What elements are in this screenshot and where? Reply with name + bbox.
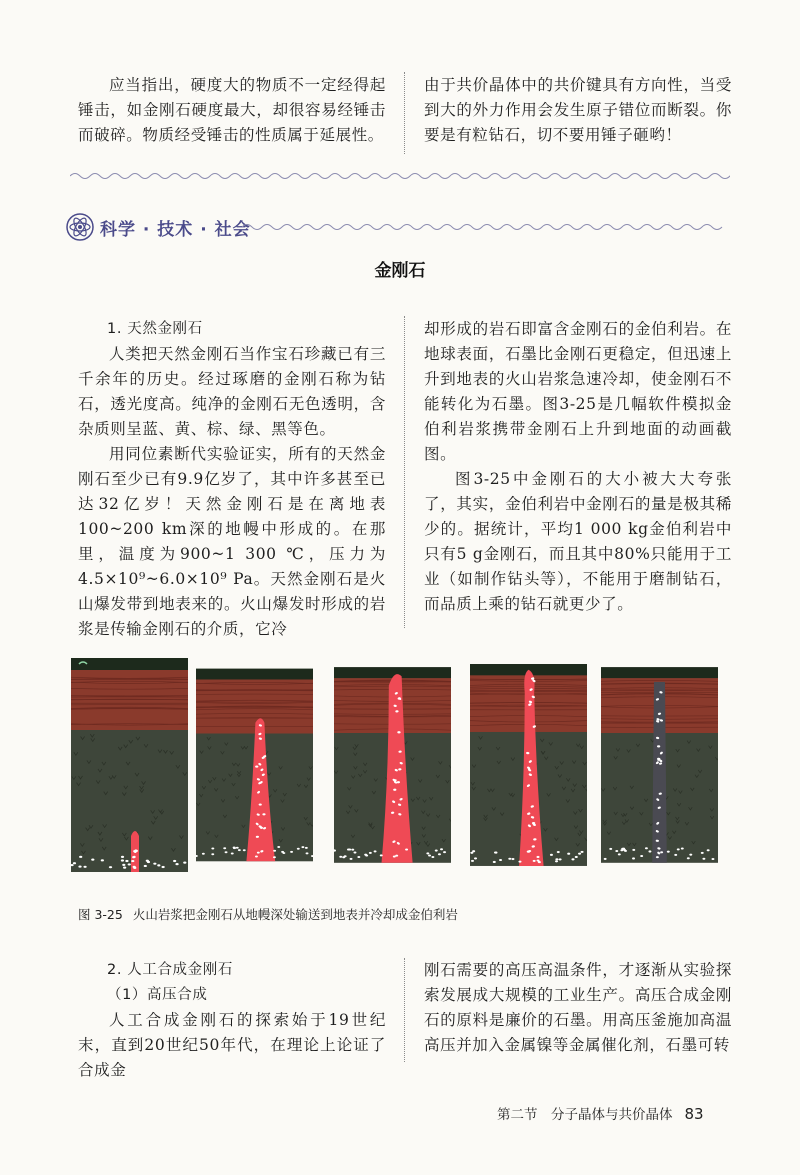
diamond-speck [144,865,147,867]
diamond-speck [281,851,284,853]
top-left-paragraph: 应当指出，硬度大的物质不一定经得起锤击，如金刚石硬度最大，却很容易经锤击而破碎。物质经受锤击的性质属于延展性。 [78,76,386,144]
kimberlite-pipe [652,682,667,863]
diamond-speck [712,858,715,860]
figure-caption-text: 火山岩浆把金刚石从地幔深处输送到地表并冷却成金伯利岩 [132,907,458,922]
diamond-speck [557,851,560,853]
diamond-speck [405,848,408,850]
diamond-speck [374,850,377,852]
diamond-speck [73,862,76,864]
diamond-speck [125,860,128,862]
diamond-speck [162,866,165,868]
column-divider [404,316,405,628]
diamond-speck [426,852,429,854]
diamond-speck [609,848,612,850]
diamond-speck [369,852,372,854]
diamond-speck [674,854,677,856]
diamond-speck [393,856,396,858]
diamond-speck [233,847,236,849]
diamond-speck [290,851,293,853]
diamond-speck [620,849,623,851]
diamond-speck [493,861,496,863]
section-banner [66,209,251,245]
diamond-speck [681,847,684,849]
wavy-divider [70,170,730,182]
diamond-speck [273,850,276,852]
diamond-speck [380,854,383,856]
figure-caption [78,905,458,923]
diamond-speck [518,861,521,863]
section2-left-paragraph: 人工合成金刚石的探索始于19世纪末，直到20世纪50年代，在理论上论证了合成金 [78,1011,386,1079]
diamond-speck [702,858,705,860]
diamond-speck [656,856,659,858]
diamond-speck [443,851,446,853]
column-divider [404,958,405,1062]
diamond-speck [273,856,276,858]
diamond-speck [431,856,434,858]
article-title: 金刚石 [374,261,426,281]
diamond-speck [474,857,477,859]
diamond-speck [231,853,234,855]
diamond-speck [297,848,300,850]
diamond-speck [581,851,584,853]
diamond-speck [537,859,540,861]
diamond-speck [435,850,438,852]
article-right-column [424,317,732,617]
diamond-speck [687,857,690,859]
diamond-speck [632,849,635,851]
diamond-speck [555,860,558,862]
figure-panel-3 [334,658,451,872]
figure-panel-2 [196,658,313,872]
diamond-speck [83,866,86,868]
diamond-speck [101,859,104,861]
diamond-speck [256,836,259,838]
banner-label: 科学 · 技术 · 社会 [100,219,251,240]
diamond-speck [567,853,570,855]
diamond-speck [121,859,124,861]
top-right-paragraph: 由于共价晶体中的共价键具有方向性，当受到大的外力作用会发生原子错位而断裂。你要是有粒钻石，切不要用锤子砸哟！ [424,76,732,144]
diamond-speck [604,858,607,860]
diamond-speck [623,849,626,851]
article-right-p1: 却形成的岩石即富含金刚石的金伯利岩。在地球表面，石墨比金刚石更稳定，但迅速上升到地表的火山岩浆急速冷却，使金刚石不能转化为石墨。图3-25是几幅软件模拟金伯利岩浆携带金刚石上升到地面的动画截图。 [424,320,732,463]
figure-panel-1 [71,658,188,872]
diamond-speck [225,851,228,853]
article-left-p2: 用同位素断代实验证实，所有的天然金刚石至少已有9.9亿岁了，其中许多甚至已达32亿岁！天然金刚石是在离地表100~200 km深的地幔中形成的。在那里，温度为900~1 300 ℃，压力为4.5×10⁹~6.0×10⁹ Pa。天然金刚石是火山爆发带到地表来的。火山爆发时形成的岩浆是传输金刚石的介质，它冷 [78,445,386,638]
diamond-speck [146,860,149,862]
diamond-speck [91,859,94,861]
diamond-speck [559,858,562,860]
diamond-speck [305,847,308,849]
diamond-speck [440,848,443,850]
footer-section-title: 第二节 分子晶体与共价晶体 [497,1107,673,1123]
diamond-speck [173,860,176,862]
diamond-speck [157,864,160,866]
diamond-speck [109,866,112,868]
diamond-speck [202,853,205,855]
diamond-speck [342,856,345,858]
atom-icon [66,213,94,241]
page-footer [497,1103,704,1123]
column-divider [404,72,405,154]
diamond-speck [236,847,239,849]
section2-right-paragraph: 刚石需要的高压高温条件，才逐渐从实验探索发展成大规模的工业生产。高压合成金刚石的原料是廉价的石墨。用高压釜施加高温高压并加入金属镍等金属催化剂，石墨可转 [424,961,732,1054]
diamond-speck [575,856,578,858]
diamond-speck [257,852,260,854]
diamond-speck [277,846,280,848]
diamond-speck [667,851,670,853]
diamond-speck [223,847,226,849]
diamond-speck [133,867,136,869]
diamond-speck [153,863,156,865]
diamond-speck [660,851,663,853]
diamond-speck [357,856,360,858]
diamond-speck [701,852,704,854]
diamond-speck [645,847,648,849]
diamond-speck [78,865,81,867]
diamond-speck [508,858,511,860]
diamond-speck [238,849,241,851]
page-number: 83 [684,1105,704,1123]
diamond-speck [364,854,367,856]
figure-panel-4 [470,658,587,872]
diamond-speck [79,856,82,858]
section2-left-column [78,958,386,1083]
diamond-speck [123,867,126,869]
diamond-speck [648,850,651,852]
diamond-speck [121,856,124,858]
diamond-speck [131,860,134,862]
section2-subheading: （1）高压合成 [107,987,208,1003]
diamond-speck [243,849,246,851]
diamond-speck [499,859,502,861]
diamond-speck [571,858,574,860]
diamond-speck [632,857,635,859]
diamond-speck [211,853,214,855]
diamond-speck [339,856,342,858]
diamond-speck [470,852,473,854]
diamond-speck [183,862,186,864]
diamond-speck [428,855,431,857]
article-left-column [78,317,386,642]
diamond-speck [640,855,643,857]
diamond-speck [255,765,258,767]
diamond-speck [255,856,258,858]
diamond-speck [347,848,350,850]
diamond-speck [128,863,131,865]
diamond-speck [306,852,309,854]
banner-wavy-line [242,221,730,233]
diamond-speck [533,860,536,862]
figure-number: 图 3-25 [78,907,123,922]
diamond-speck [618,853,621,855]
diamond-speck [536,856,539,858]
diamond-speck [211,847,214,849]
diamond-speck [175,863,178,865]
section2-heading: 2. 人工合成金刚石 [107,962,233,978]
article-left-p1: 人类把天然金刚石当作宝石珍藏已有三千余年的历史。经过琢磨的金刚石称为钻石，透光度高。纯净的金刚石无色透明，含杂质则呈蓝、黄、棕、绿、黑等色。 [78,345,386,438]
diamond-speck [354,852,357,854]
diamond-speck [351,849,354,851]
diamond-speck [122,864,125,866]
diamond-speck [707,849,710,851]
diamond-speck [438,853,441,855]
figure-panel-5 [601,658,718,872]
section1-heading: 1. 天然金刚石 [107,321,203,337]
diamond-speck [615,850,618,852]
diamond-speck [677,848,680,850]
diamond-speck [494,851,497,853]
section2-right-column [424,958,732,1058]
diamond-speck [578,853,581,855]
diamond-speck [301,846,304,848]
diamond-speck [350,858,353,860]
diamond-speck [471,860,474,862]
diamond-speck [511,858,514,860]
diamond-speck [555,858,558,860]
diamond-speck [689,854,692,856]
article-right-p2: 图3-25中金刚石的大小被大大夸张了，其实，金伯利岩中金刚石的量是极其稀少的。据统计，平均1 000 kg金伯利岩中只有5 g金刚石，而且其中80%只能用于工业（如制作钻头等），不能用于磨制钻石，而品质上乘的钻石就更少了。 [424,470,732,613]
diamond-speck [550,854,553,856]
